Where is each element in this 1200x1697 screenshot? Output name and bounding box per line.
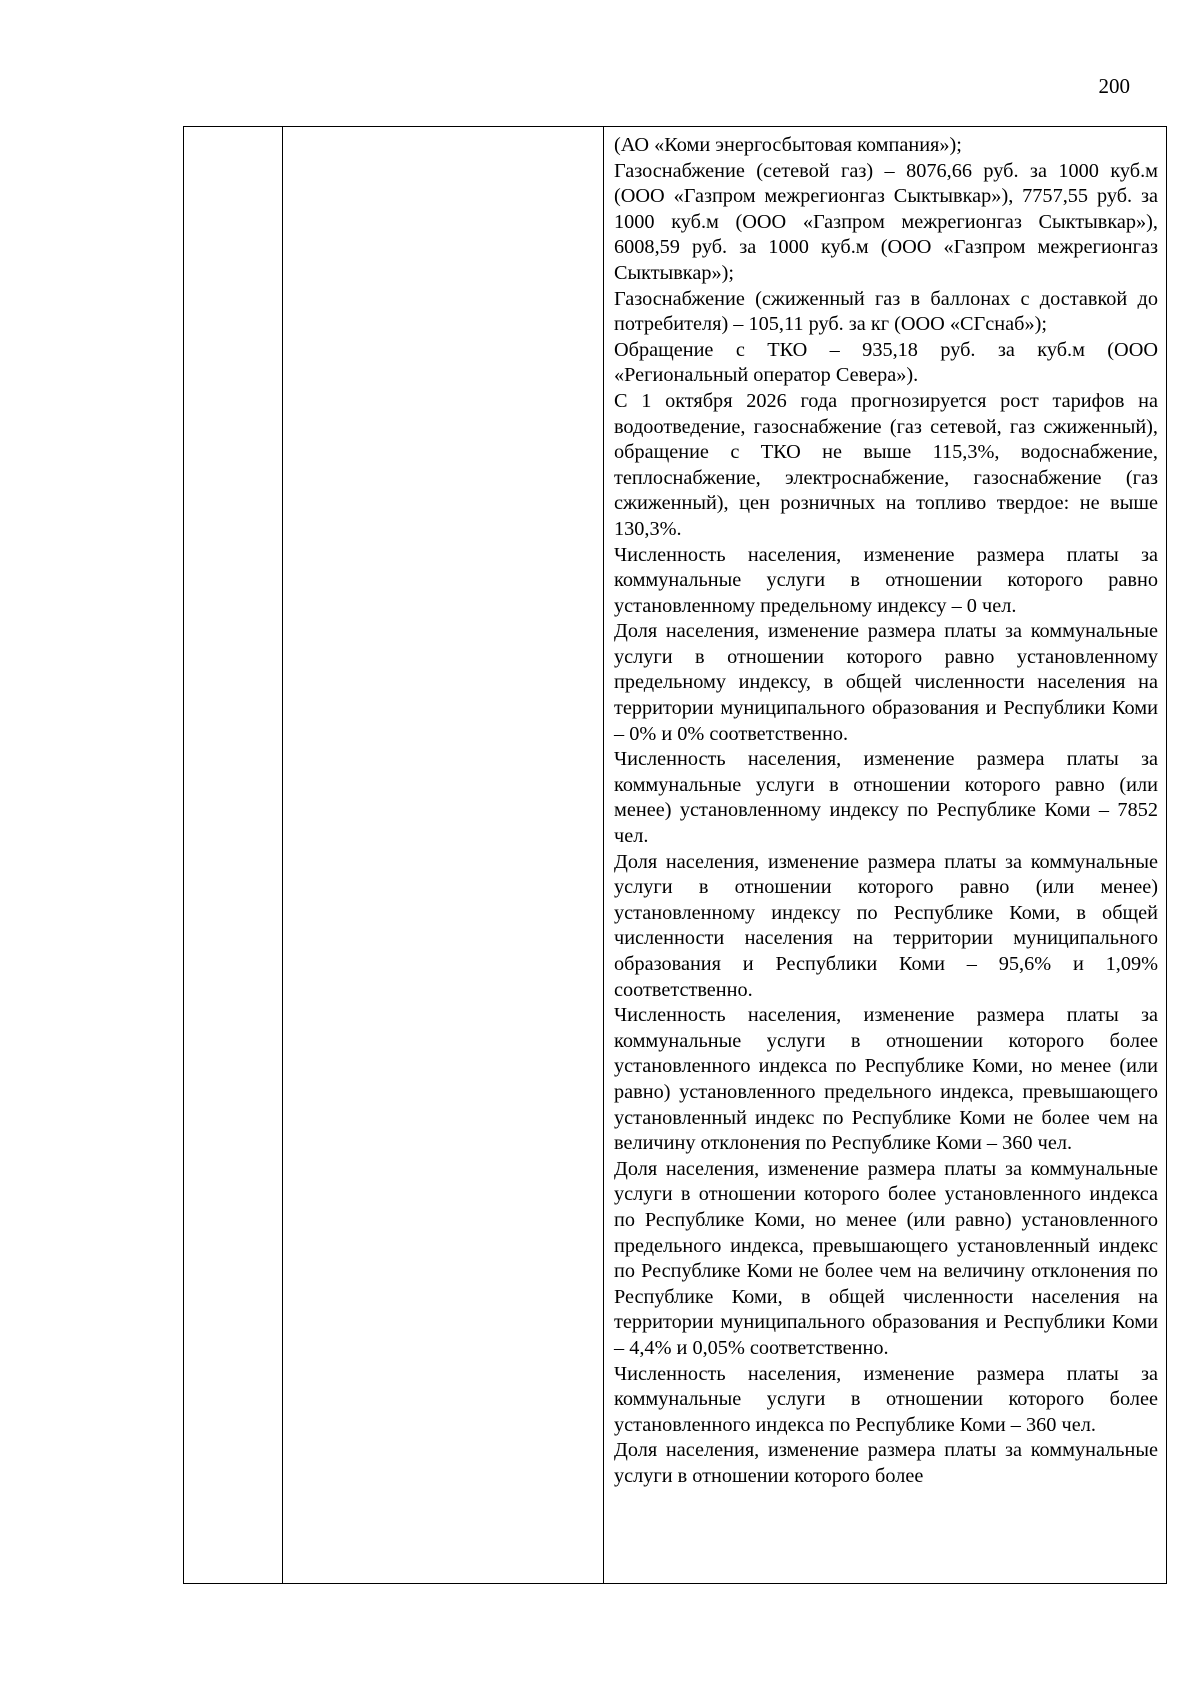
- table-cell-indicator: [283, 127, 604, 1584]
- table-row: [184, 127, 1167, 1584]
- page-number: 200: [1098, 74, 1130, 98]
- paragraph-population-below-index: Численность населения, изменение размера платы за коммунальные услуги в отношении которого равно (или менее) установленному индексу по Республике Коми – 7852 чел.: [614, 748, 1158, 848]
- table-cell-description: [604, 127, 1167, 1584]
- paragraph-tariff-forecast: С 1 октября 2026 года прогнозируется рост тарифов на водоотведение, газоснабжение (газ сетевой, газ сжиженный), обращение с ТКО не выше 115,3%, водоснабжение, теплоснабжение, электроснабжение, газоснабжение (газ сжиженный), цен розничных на топливо твердое: не выше 130,3%.: [614, 389, 1158, 540]
- paragraph-org-name: (АО «Коми энергосбытовая компания»);: [614, 134, 962, 156]
- paragraph-share-limit-index: Доля населения, изменение размера платы за коммунальные услуги в отношении которого равно установленному предельному индексу, в общей численности населения на территории муниципального образования и Республики Коми – 0% и 0% соответственно.: [614, 620, 1158, 745]
- paragraph-population-above-index: Численность населения, изменение размера платы за коммунальные услуги в отношении которого более установленного индекса по Республике Коми – 360 чел.: [614, 1362, 1158, 1436]
- table-cell-number: [184, 127, 283, 1584]
- description-text-block: [604, 127, 1166, 1489]
- paragraph-liquefied-gas: Газоснабжение (сжиженный газ в баллонах с доставкой до потребителя) – 105,11 руб. за кг (ООО «СГснаб»);: [614, 287, 1158, 336]
- paragraph-share-below-index: Доля населения, изменение размера платы за коммунальные услуги в отношении которого равно (или менее) установленному индексу по Республике Коми, в общей численности населения на территории муниципального образования и Республики Коми – 95,6% и 1,09% соответственно.: [614, 850, 1158, 1001]
- paragraph-share-within-deviation: Доля населения, изменение размера платы за коммунальные услуги в отношении которого более установленного индекса по Республике Коми, но менее (или равно) установленного предельного индекса, превышающего установленный индекс по Республике Коми не более чем на величину отклонения по Республике Коми, в общей численности населения на территории муниципального образования и Республики Коми – 4,4% и 0,05% соответственно.: [614, 1157, 1158, 1359]
- paragraph-solid-waste: Обращение с ТКО – 935,18 руб. за куб.м (ООО «Региональный оператор Севера»).: [614, 338, 1158, 387]
- paragraph-network-gas: Газоснабжение (сетевой газ) – 8076,66 руб. за 1000 куб.м (ООО «Газпром межрегионгаз Сыктывкар»), 7757,55 руб. за 1000 куб.м (ООО «Газпром межрегионгаз Сыктывкар»), 6008,59 руб. за 1000 куб.м (ООО «Газпром межрегионгаз Сыктывкар»);: [614, 159, 1158, 284]
- paragraph-share-above-index: Доля населения, изменение размера платы за коммунальные услуги в отношении которого более: [614, 1439, 1158, 1487]
- paragraph-population-within-deviation: Численность населения, изменение размера платы за коммунальные услуги в отношении которого более установленного индекса по Республике Коми, но менее (или равно) установленного предельного индекса, превышающего установленный индекс по Республике Коми не более чем на величину отклонения по Республике Коми – 360 чел.: [614, 1004, 1158, 1155]
- content-table: [183, 126, 1167, 1584]
- paragraph-population-limit-index: Численность населения, изменение размера платы за коммунальные услуги в отношении которого равно установленному предельному индексу – 0 чел.: [614, 543, 1158, 617]
